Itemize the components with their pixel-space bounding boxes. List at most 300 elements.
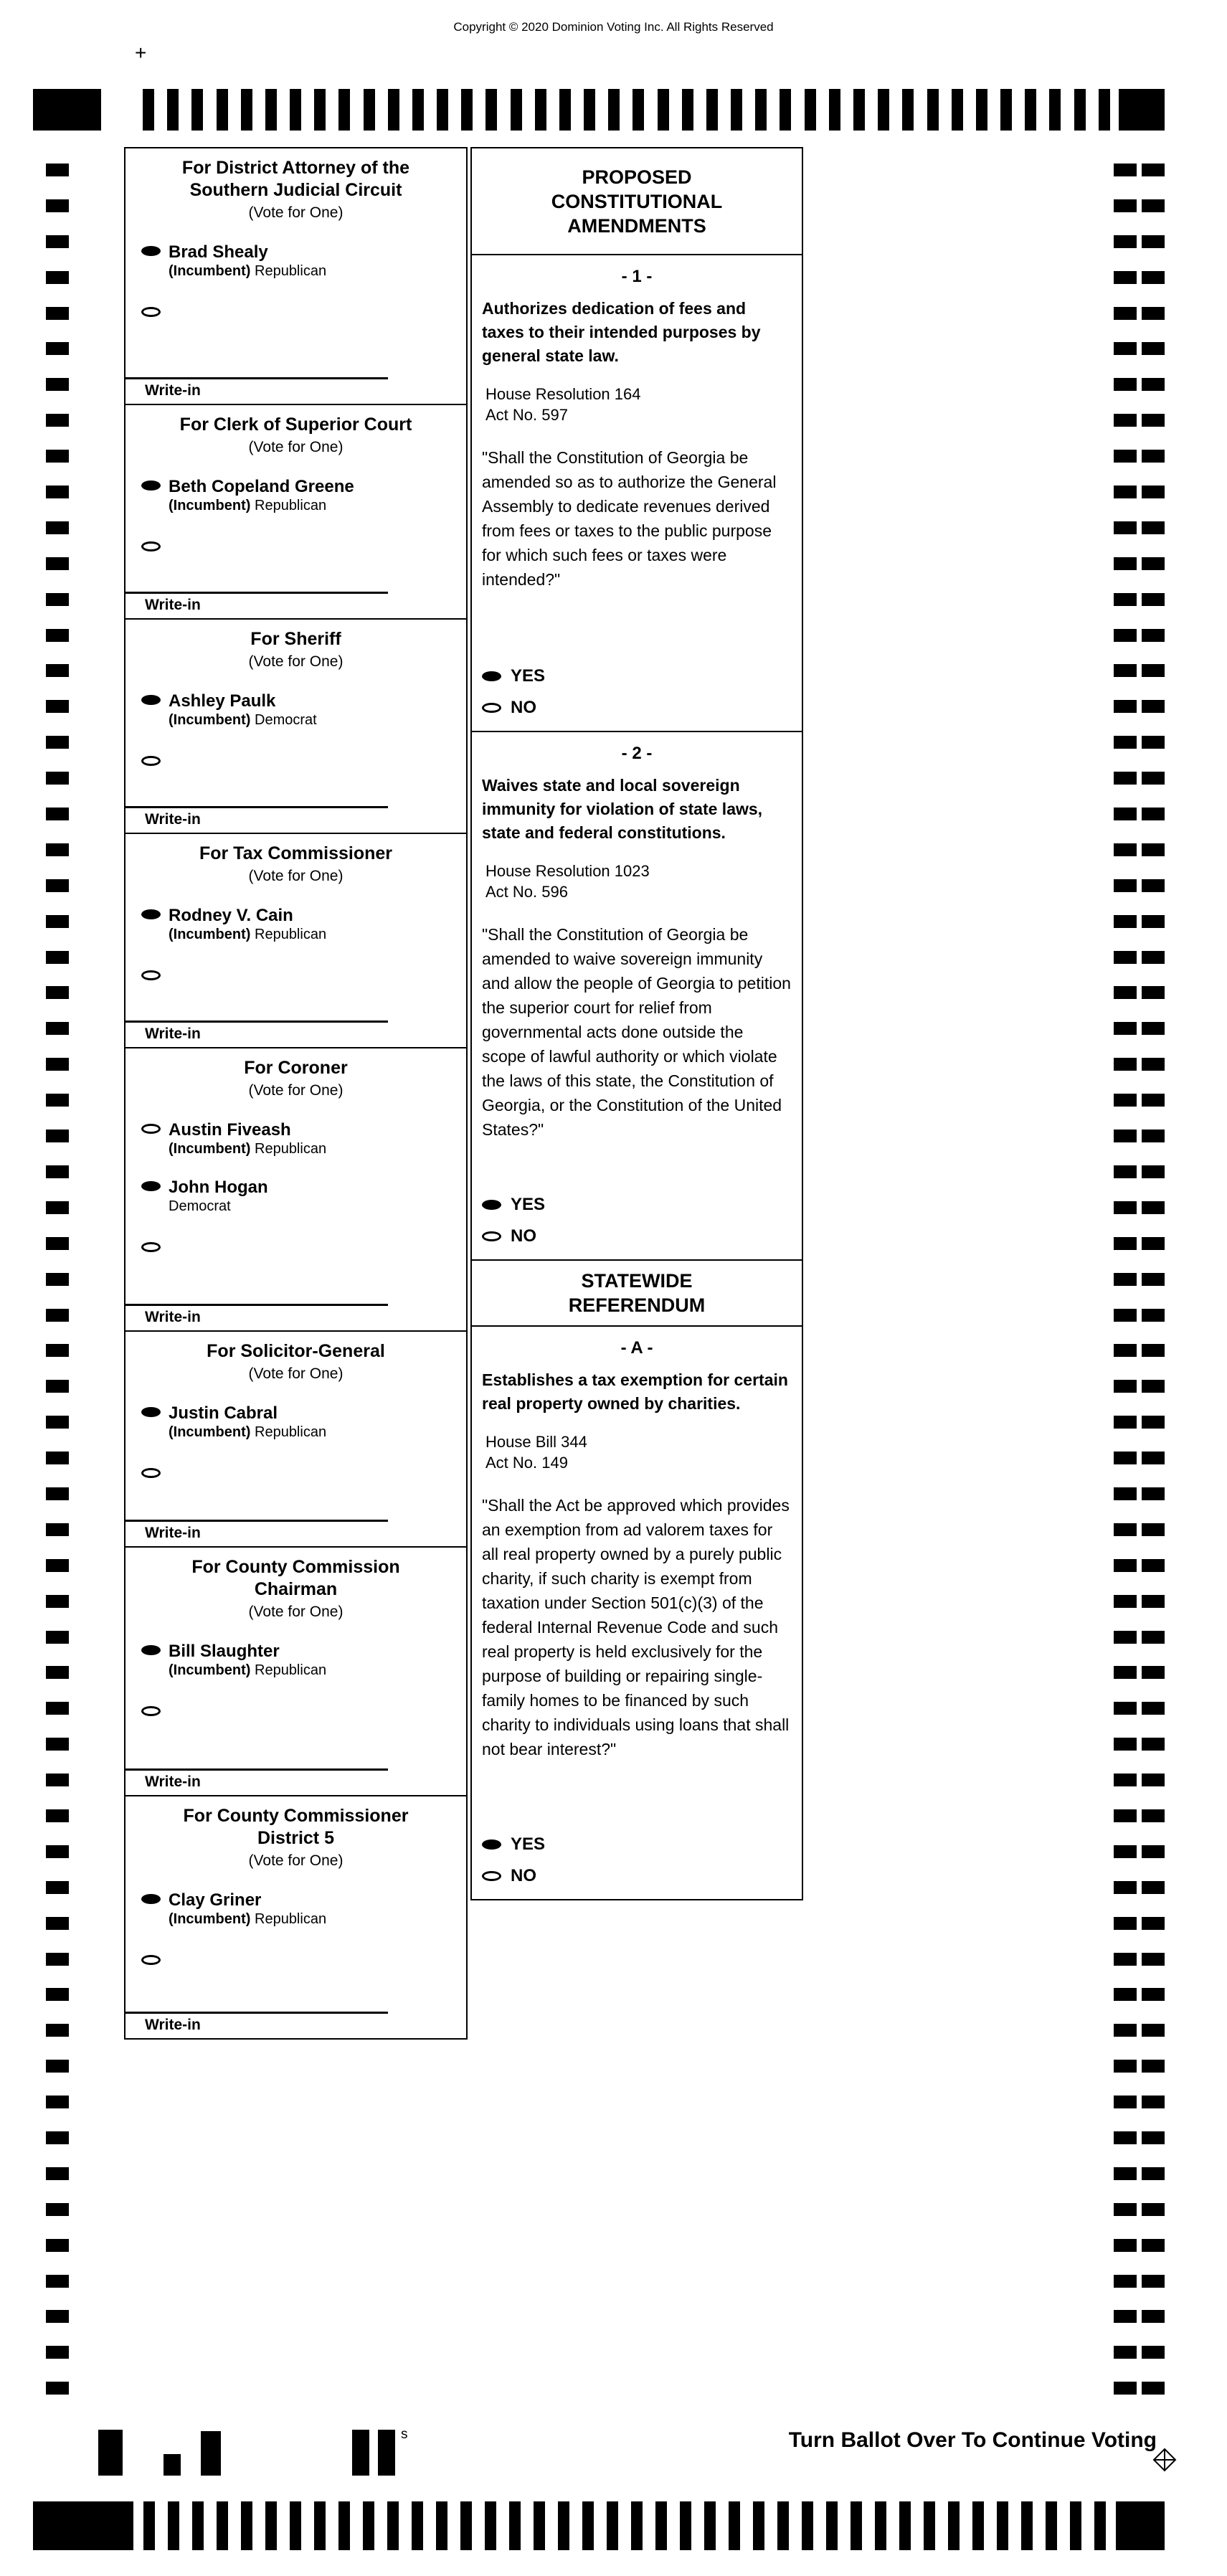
write-in-area — [125, 785, 466, 828]
timing-mark — [46, 1809, 69, 1822]
timing-mark — [46, 593, 69, 606]
contest-title: For County Commission — [191, 1557, 400, 1577]
timing-mark — [46, 2239, 69, 2252]
measure-2 — [472, 732, 802, 1261]
contest-for-solicitor-general — [125, 1332, 466, 1548]
timing-mark — [46, 772, 69, 785]
candidate-party — [169, 1424, 326, 1441]
measure-options — [482, 1823, 792, 1899]
candidate-party — [169, 1198, 268, 1215]
timing-mark — [1114, 1666, 1137, 1679]
measure-reference — [482, 861, 792, 902]
candidate-info — [169, 1642, 326, 1679]
candidate-info — [169, 242, 326, 280]
timing-mark — [46, 1988, 69, 2001]
write-in-line[interactable] — [125, 377, 388, 379]
timing-mark — [1114, 1809, 1137, 1822]
timing-mark — [1114, 629, 1137, 642]
timing-mark — [1114, 1881, 1137, 1894]
timing-mark — [1142, 593, 1165, 606]
timing-mark — [46, 1022, 69, 1035]
timing-bar — [802, 2501, 813, 2550]
timing-mark — [1114, 271, 1137, 284]
turn-ballot-over-text: Turn Ballot Over To Continue Voting — [788, 2428, 1157, 2452]
candidate-row — [125, 691, 466, 729]
timing-mark — [1114, 1845, 1137, 1858]
timing-bar — [364, 89, 375, 131]
marked-oval[interactable] — [141, 246, 161, 256]
timing-bar — [1099, 89, 1110, 131]
write-in-label: Write-in — [145, 1026, 201, 1042]
timing-bar — [924, 2501, 935, 2550]
timing-bars-bottom — [133, 2501, 1116, 2550]
measure-summary: Waives state and local sovereign immunity for violation of state laws, state and federal constitutions. — [482, 776, 763, 842]
measure-reference-line: Act No. 596 — [485, 883, 568, 901]
marked-oval[interactable] — [482, 671, 501, 681]
contest-title: Southern Judicial Circuit — [189, 180, 402, 200]
timing-mark — [1114, 772, 1137, 785]
timing-bar — [241, 2501, 252, 2550]
timing-bar — [167, 89, 179, 131]
section-header-text: STATEWIDE — [581, 1270, 693, 1292]
timing-mark — [1114, 2131, 1137, 2144]
write-in-oval-row — [125, 307, 466, 317]
timing-mark — [1114, 1702, 1137, 1715]
timing-bar — [387, 2501, 399, 2550]
marked-oval[interactable] — [141, 480, 161, 491]
party-label: Republican — [255, 1911, 327, 1927]
marked-oval[interactable] — [482, 1839, 501, 1850]
timing-mark — [1142, 378, 1165, 391]
timing-mark — [46, 1380, 69, 1393]
timing-mark — [46, 1487, 69, 1500]
timing-bar — [704, 2501, 716, 2550]
timing-mark — [1114, 700, 1137, 713]
timing-mark — [46, 1094, 69, 1107]
write-in-line[interactable] — [125, 2012, 388, 2014]
timing-mark — [1142, 1165, 1165, 1178]
incumbent-label: (Incumbent) — [169, 712, 251, 728]
timing-mark — [1142, 1702, 1165, 1715]
write-in-label: Write-in — [145, 382, 201, 399]
unmarked-oval[interactable] — [482, 703, 501, 713]
barcode-bar — [352, 2430, 369, 2476]
timing-mark — [1114, 1738, 1137, 1751]
timing-bar — [217, 2501, 228, 2550]
unmarked-oval[interactable] — [141, 1706, 161, 1716]
timing-mark — [1114, 199, 1137, 212]
write-in-oval-row — [125, 541, 466, 551]
timing-bar — [682, 89, 693, 131]
vote-for-instruction: (Vote for One) — [248, 1604, 344, 1620]
timing-mark — [1114, 1452, 1137, 1464]
timing-mark — [1114, 1487, 1137, 1500]
timing-mark — [1114, 1631, 1137, 1644]
timing-bar — [829, 89, 840, 131]
timing-mark — [1142, 1881, 1165, 1894]
timing-bar — [805, 89, 816, 131]
timing-bar — [706, 89, 718, 131]
contest-for-clerk-of-superior-court — [125, 405, 466, 620]
write-in-oval-row — [125, 970, 466, 980]
timing-mark — [1142, 1487, 1165, 1500]
timing-mark — [46, 1237, 69, 1250]
timing-mark — [46, 915, 69, 928]
timing-bar — [338, 89, 350, 131]
timing-mark — [46, 1595, 69, 1608]
timing-mark — [1142, 2096, 1165, 2108]
timing-bar — [192, 2501, 204, 2550]
timing-mark — [1114, 808, 1137, 820]
timing-bar — [729, 2501, 740, 2550]
timing-mark — [46, 1559, 69, 1572]
timing-mark — [1114, 450, 1137, 463]
timing-bar — [875, 2501, 886, 2550]
timing-bar — [265, 2501, 277, 2550]
timing-mark — [1142, 235, 1165, 248]
timing-mark — [46, 700, 69, 713]
timing-marks-right-inner — [1114, 164, 1137, 2395]
timing-mark — [1142, 2167, 1165, 2180]
unmarked-oval[interactable] — [482, 1231, 501, 1241]
contest-title: For County Commissioner — [183, 1806, 409, 1826]
contest-for-county-commission-chairman — [125, 1548, 466, 1796]
timing-mark — [46, 2131, 69, 2144]
timing-bar — [753, 2501, 764, 2550]
timing-bar — [191, 89, 203, 131]
unmarked-oval[interactable] — [141, 970, 161, 980]
timing-bar — [535, 89, 546, 131]
unmarked-oval[interactable] — [141, 1124, 161, 1134]
contest-title: For District Attorney of the — [181, 158, 410, 178]
timing-bar — [878, 89, 889, 131]
timing-block — [33, 2501, 133, 2550]
timing-mark — [1114, 915, 1137, 928]
timing-mark — [1142, 1344, 1165, 1357]
party-label: Republican — [255, 1662, 327, 1678]
timing-bar — [388, 89, 399, 131]
candidate-party — [169, 1662, 326, 1679]
marked-oval[interactable] — [141, 695, 161, 705]
timing-mark — [1142, 2131, 1165, 2144]
timing-mark — [1142, 2275, 1165, 2288]
timing-mark — [1142, 307, 1165, 320]
candidate-info — [169, 1120, 326, 1157]
candidate-name: Clay Griner — [169, 1890, 262, 1910]
option-row-yes — [482, 1195, 792, 1215]
unmarked-oval[interactable] — [141, 756, 161, 766]
write-in-oval-row — [125, 1242, 466, 1252]
measure-options — [482, 655, 792, 731]
barcode-bar — [201, 2431, 221, 2476]
timing-bar — [1049, 89, 1061, 131]
contests-column — [124, 147, 468, 2040]
timing-mark — [1114, 986, 1137, 999]
timing-bar — [902, 89, 914, 131]
write-in-line[interactable] — [125, 1520, 388, 1522]
candidate-row — [125, 1890, 466, 1928]
unmarked-oval[interactable] — [141, 307, 161, 317]
write-in-area — [125, 570, 466, 614]
timing-mark — [1142, 772, 1165, 785]
registration-target-mark — [1152, 2447, 1178, 2473]
write-in-oval-row — [125, 1468, 466, 1478]
timing-block — [33, 89, 101, 131]
contest-title: For Clerk of Superior Court — [179, 415, 412, 435]
timing-bar — [972, 2501, 984, 2550]
timing-bar — [780, 89, 791, 131]
timing-bar — [755, 89, 767, 131]
timing-mark — [1142, 1523, 1165, 1536]
candidate-name: Beth Copeland Greene — [169, 477, 354, 496]
timing-mark — [1142, 414, 1165, 427]
candidate-row — [125, 1403, 466, 1441]
timing-mark — [1114, 2275, 1137, 2288]
write-in-label: Write-in — [145, 1525, 201, 1541]
measure-a — [472, 1327, 802, 1899]
write-in-oval-row — [125, 756, 466, 766]
party-label: Republican — [255, 1424, 327, 1440]
timing-mark — [46, 342, 69, 355]
timing-mark — [1114, 235, 1137, 248]
marked-oval[interactable] — [141, 1407, 161, 1417]
timing-bar — [731, 89, 742, 131]
timing-mark — [46, 1738, 69, 1751]
incumbent-label: (Incumbent) — [169, 263, 251, 279]
timing-mark — [1114, 2346, 1137, 2359]
unmarked-oval[interactable] — [141, 1242, 161, 1252]
marked-oval[interactable] — [482, 1200, 501, 1210]
timing-mark — [46, 986, 69, 999]
timing-mark — [1114, 486, 1137, 498]
timing-mark — [46, 951, 69, 964]
timing-marks-left — [46, 164, 69, 2395]
option-row-no — [482, 698, 792, 718]
timing-mark — [1142, 1273, 1165, 1286]
candidate-name: Brad Shealy — [169, 242, 268, 262]
copyright-text: Copyright © 2020 Dominion Voting Inc. All Rights Reserved — [453, 20, 774, 34]
timing-mark — [1114, 1130, 1137, 1142]
timing-bar — [1074, 89, 1086, 131]
write-in-line[interactable] — [125, 592, 388, 594]
write-in-line[interactable] — [125, 1304, 388, 1306]
timing-bar — [826, 2501, 838, 2550]
unmarked-oval[interactable] — [141, 1468, 161, 1478]
timing-bar — [777, 2501, 789, 2550]
timing-mark — [46, 1416, 69, 1429]
timing-mark — [1142, 736, 1165, 749]
section-header-text: CONSTITUTIONAL — [551, 190, 723, 212]
unmarked-oval[interactable] — [141, 1955, 161, 1965]
timing-bar — [290, 2501, 301, 2550]
write-in-label: Write-in — [145, 1774, 201, 1790]
option-label: YES — [511, 666, 546, 686]
timing-bar — [534, 2501, 545, 2550]
timing-mark — [46, 629, 69, 642]
timing-mark — [1142, 2024, 1165, 2037]
party-label: Democrat — [169, 1198, 231, 1214]
measure-reference — [482, 384, 792, 425]
timing-mark — [1142, 1237, 1165, 1250]
timing-bar — [241, 89, 252, 131]
measure-number: - 1 - — [621, 267, 653, 286]
incumbent-label: (Incumbent) — [169, 927, 251, 942]
timing-bar — [1025, 89, 1036, 131]
timing-mark — [46, 1631, 69, 1644]
timing-bar — [1021, 2501, 1033, 2550]
timing-bar — [509, 2501, 521, 2550]
unmarked-oval[interactable] — [482, 1871, 501, 1881]
timing-mark — [1114, 1165, 1137, 1178]
timing-mark — [1142, 1094, 1165, 1107]
candidate-info — [169, 691, 317, 729]
timing-mark — [46, 557, 69, 570]
timing-mark — [1114, 1595, 1137, 1608]
timing-bar — [582, 2501, 594, 2550]
timing-mark — [1142, 1201, 1165, 1214]
timing-bar — [412, 2501, 423, 2550]
timing-mark — [46, 2060, 69, 2073]
timing-mark — [1114, 2310, 1137, 2323]
timing-bar — [853, 89, 865, 131]
timing-mark — [46, 2167, 69, 2180]
timing-mark — [1114, 1273, 1137, 1286]
timing-mark — [1114, 1344, 1137, 1357]
barcode-bar — [98, 2430, 123, 2476]
timing-mark — [1114, 664, 1137, 677]
vote-for-instruction: (Vote for One) — [248, 1852, 344, 1869]
timing-bar — [168, 2501, 179, 2550]
timing-block — [1116, 2501, 1165, 2550]
write-in-line[interactable] — [125, 1768, 388, 1771]
timing-mark — [1142, 1130, 1165, 1142]
write-in-label: Write-in — [145, 597, 201, 613]
timing-mark — [46, 521, 69, 534]
timing-mark — [46, 414, 69, 427]
timing-mark — [1142, 1631, 1165, 1644]
timing-mark — [46, 879, 69, 892]
marked-oval[interactable] — [141, 1894, 161, 1904]
timing-mark — [46, 271, 69, 284]
contest-title: For Tax Commissioner — [199, 843, 393, 863]
timing-mark — [1142, 1452, 1165, 1464]
timing-bar — [143, 89, 154, 131]
candidate-party — [169, 1910, 326, 1928]
timing-mark — [1142, 1845, 1165, 1858]
write-in-area — [125, 1990, 466, 2034]
candidate-row — [125, 1120, 466, 1157]
incumbent-label: (Incumbent) — [169, 1141, 251, 1157]
candidate-info — [169, 1178, 268, 1215]
contest-header — [125, 1048, 466, 1100]
section-header-text: PROPOSED — [582, 166, 692, 188]
write-in-line[interactable] — [125, 806, 388, 808]
timing-bar — [976, 89, 987, 131]
timing-mark — [46, 1344, 69, 1357]
vote-for-instruction: (Vote for One) — [248, 653, 344, 670]
write-in-line[interactable] — [125, 1021, 388, 1023]
timing-mark — [1142, 808, 1165, 820]
unmarked-oval[interactable] — [141, 541, 161, 551]
contest-header — [125, 1332, 466, 1383]
measure-reference-line: Act No. 149 — [485, 1454, 568, 1472]
section-header-statewide-referendum — [472, 1261, 802, 1327]
marked-oval[interactable] — [141, 1645, 161, 1655]
write-in-area — [125, 356, 466, 399]
timing-mark — [46, 1201, 69, 1214]
timing-mark — [1142, 2310, 1165, 2323]
timing-mark — [46, 1452, 69, 1464]
timing-mark — [1142, 2060, 1165, 2073]
timing-mark — [1114, 1523, 1137, 1536]
write-in-area — [125, 1282, 466, 1326]
timing-mark — [46, 1130, 69, 1142]
vote-for-instruction: (Vote for One) — [248, 439, 344, 455]
timing-bar — [511, 89, 522, 131]
timing-mark — [1142, 2346, 1165, 2359]
marked-oval[interactable] — [141, 909, 161, 919]
candidate-info — [169, 1403, 326, 1441]
timing-mark — [1142, 1022, 1165, 1035]
timing-mark — [1142, 915, 1165, 928]
timing-mark — [1114, 2096, 1137, 2108]
timing-mark — [1142, 1559, 1165, 1572]
candidate-info — [169, 906, 326, 943]
timing-mark — [1142, 450, 1165, 463]
timing-mark — [1142, 199, 1165, 212]
timing-mark — [1142, 1809, 1165, 1822]
timing-mark — [1142, 1666, 1165, 1679]
measure-summary: Authorizes dedication of fees and taxes to their intended purposes by general state law. — [482, 299, 761, 365]
timing-bar — [655, 2501, 667, 2550]
option-row-no — [482, 1866, 792, 1886]
timing-mark — [1114, 2203, 1137, 2216]
timing-mark — [1114, 414, 1137, 427]
timing-mark — [1114, 2167, 1137, 2180]
option-row-no — [482, 1226, 792, 1246]
timing-bar — [265, 89, 277, 131]
measures-column — [470, 147, 803, 1900]
contest-for-sheriff — [125, 620, 466, 834]
timing-mark — [46, 378, 69, 391]
timing-mark — [1142, 342, 1165, 355]
measure-question: "Shall the Act be approved which provides an exemption from ad valorem taxes for all real property owned by a purely public charity, if such charity is exempt from taxation under Section 501(c)(3) of the federal Internal Revenue Code and such real property is held exclusively for the purpose of building or repairing single-family homes to be financed by such charity to individuals using loans that shall not bear interest?" — [482, 1496, 790, 1758]
option-row-yes — [482, 1834, 792, 1855]
timing-mark — [1114, 1309, 1137, 1322]
timing-mark — [1142, 951, 1165, 964]
timing-mark — [46, 2382, 69, 2395]
marked-oval[interactable] — [141, 1181, 161, 1191]
write-in-area — [125, 1747, 466, 1791]
measure-reference-line: House Resolution 164 — [485, 385, 641, 403]
timing-bar — [485, 2501, 496, 2550]
timing-bar — [143, 2501, 155, 2550]
party-label: Republican — [255, 927, 327, 942]
timing-bar — [1070, 2501, 1081, 2550]
timing-mark — [46, 307, 69, 320]
timing-mark — [1114, 1774, 1137, 1786]
timing-mark — [1142, 2203, 1165, 2216]
timing-mark — [46, 664, 69, 677]
timing-mark — [46, 1953, 69, 1966]
timing-mark — [1142, 1595, 1165, 1608]
timing-mark — [1114, 1237, 1137, 1250]
option-label: NO — [511, 698, 536, 717]
candidate-row — [125, 906, 466, 943]
candidate-party — [169, 711, 317, 729]
timing-bar — [1094, 2501, 1106, 2550]
timing-mark — [1142, 986, 1165, 999]
